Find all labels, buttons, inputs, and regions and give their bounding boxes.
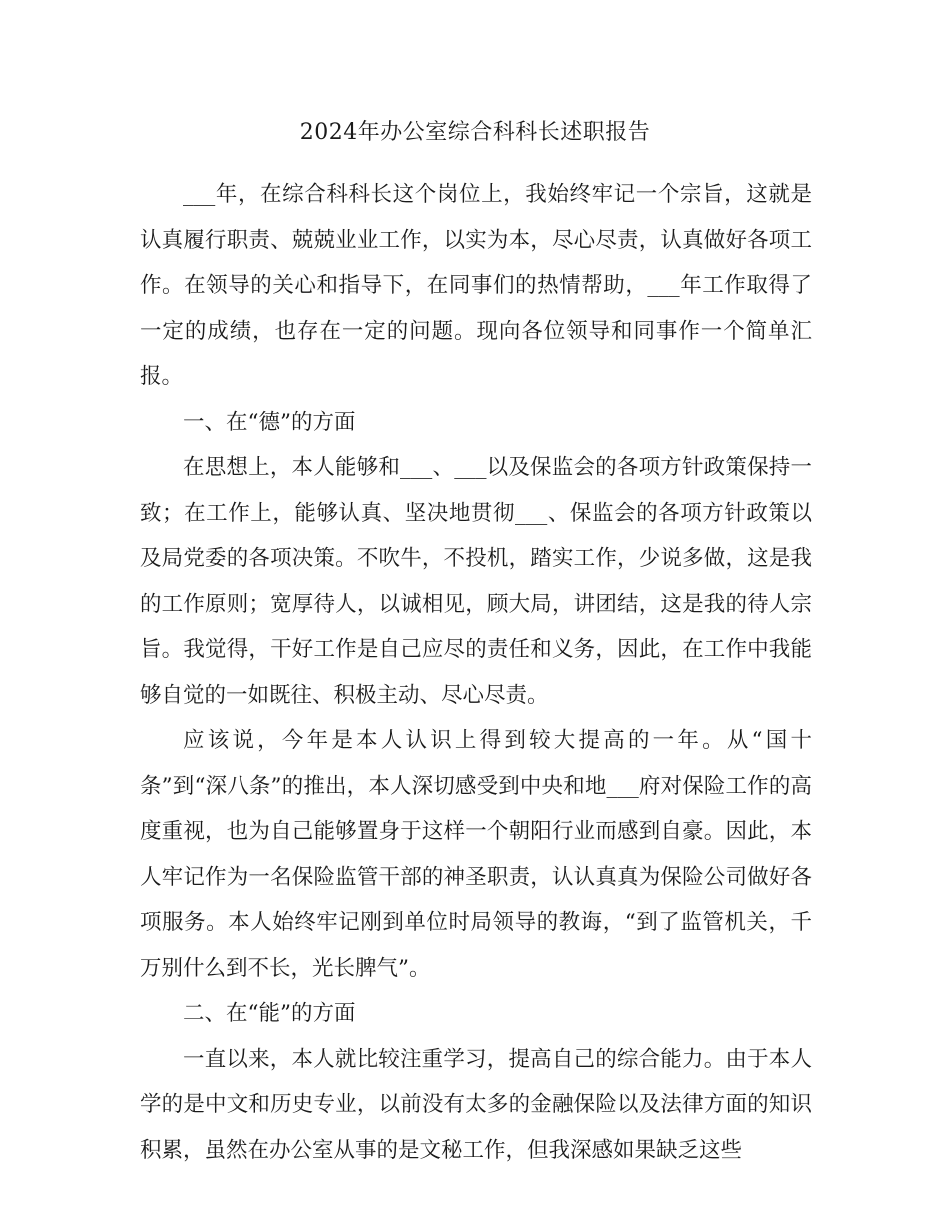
paragraph-intro: ___年，在综合科科长这个岗位上，我始终牢记一个宗旨，这就是认真履行职责、兢兢业业工作，以实为本，尽心尽责，认真做好各项工作。在领导的关心和指导下，在同事们的热情帮助，___年工作取得了一定的成绩，也存在一定的问题。现向各位领导和同事作一个简单汇报。	[140, 182, 812, 389]
paragraph-awareness: 应该说，今年是本人认识上得到较大提高的一年。从“国十条”到“深八条”的推出，本人深切感受到中央和地___府对保险工作的高度重视，也为自己能够置身于这样一个朝阳行业而感到自豪。因此，本人牢记作为一名保险监管干部的神圣职责，认认真真为保险公司做好各项服务。本人始终牢记刚到单位时局领导的教诲，“到了监管机关，千万别什么到不长，光长脾气”。	[140, 728, 812, 981]
section-heading-neng: 二、在“能”的方面	[183, 1001, 356, 1026]
section-heading-de: 一、在“德”的方面	[183, 409, 356, 435]
document-body	[140, 172, 812, 1173]
paragraph-learning: 一直以来，本人就比较注重学习，提高自己的综合能力。由于本人学的是中文和历史专业，以前没有太多的金融保险以及法律方面的知识积累，虽然在办公室从事的是文秘工作，但我深感如果缺乏这些	[140, 1046, 812, 1163]
document-title: 2024年办公室综合科科长述职报告	[299, 120, 651, 145]
paragraph-ideology: 在思想上，本人能够和___、___以及保监会的各项方针政策保持一致；在工作上，能够认真、坚决地贯彻___、保监会的各项方针政策以及局党委的各项决策。不吹牛，不投机，踏实工作，少说多做，这是我的工作原则；宽厚待人，以诚相见，顾大局，讲团结，这是我的待人宗旨。我觉得，干好工作是自己应尽的责任和义务，因此，在工作中我能够自觉的一如既往、积极主动、尽心尽责。	[140, 455, 812, 708]
